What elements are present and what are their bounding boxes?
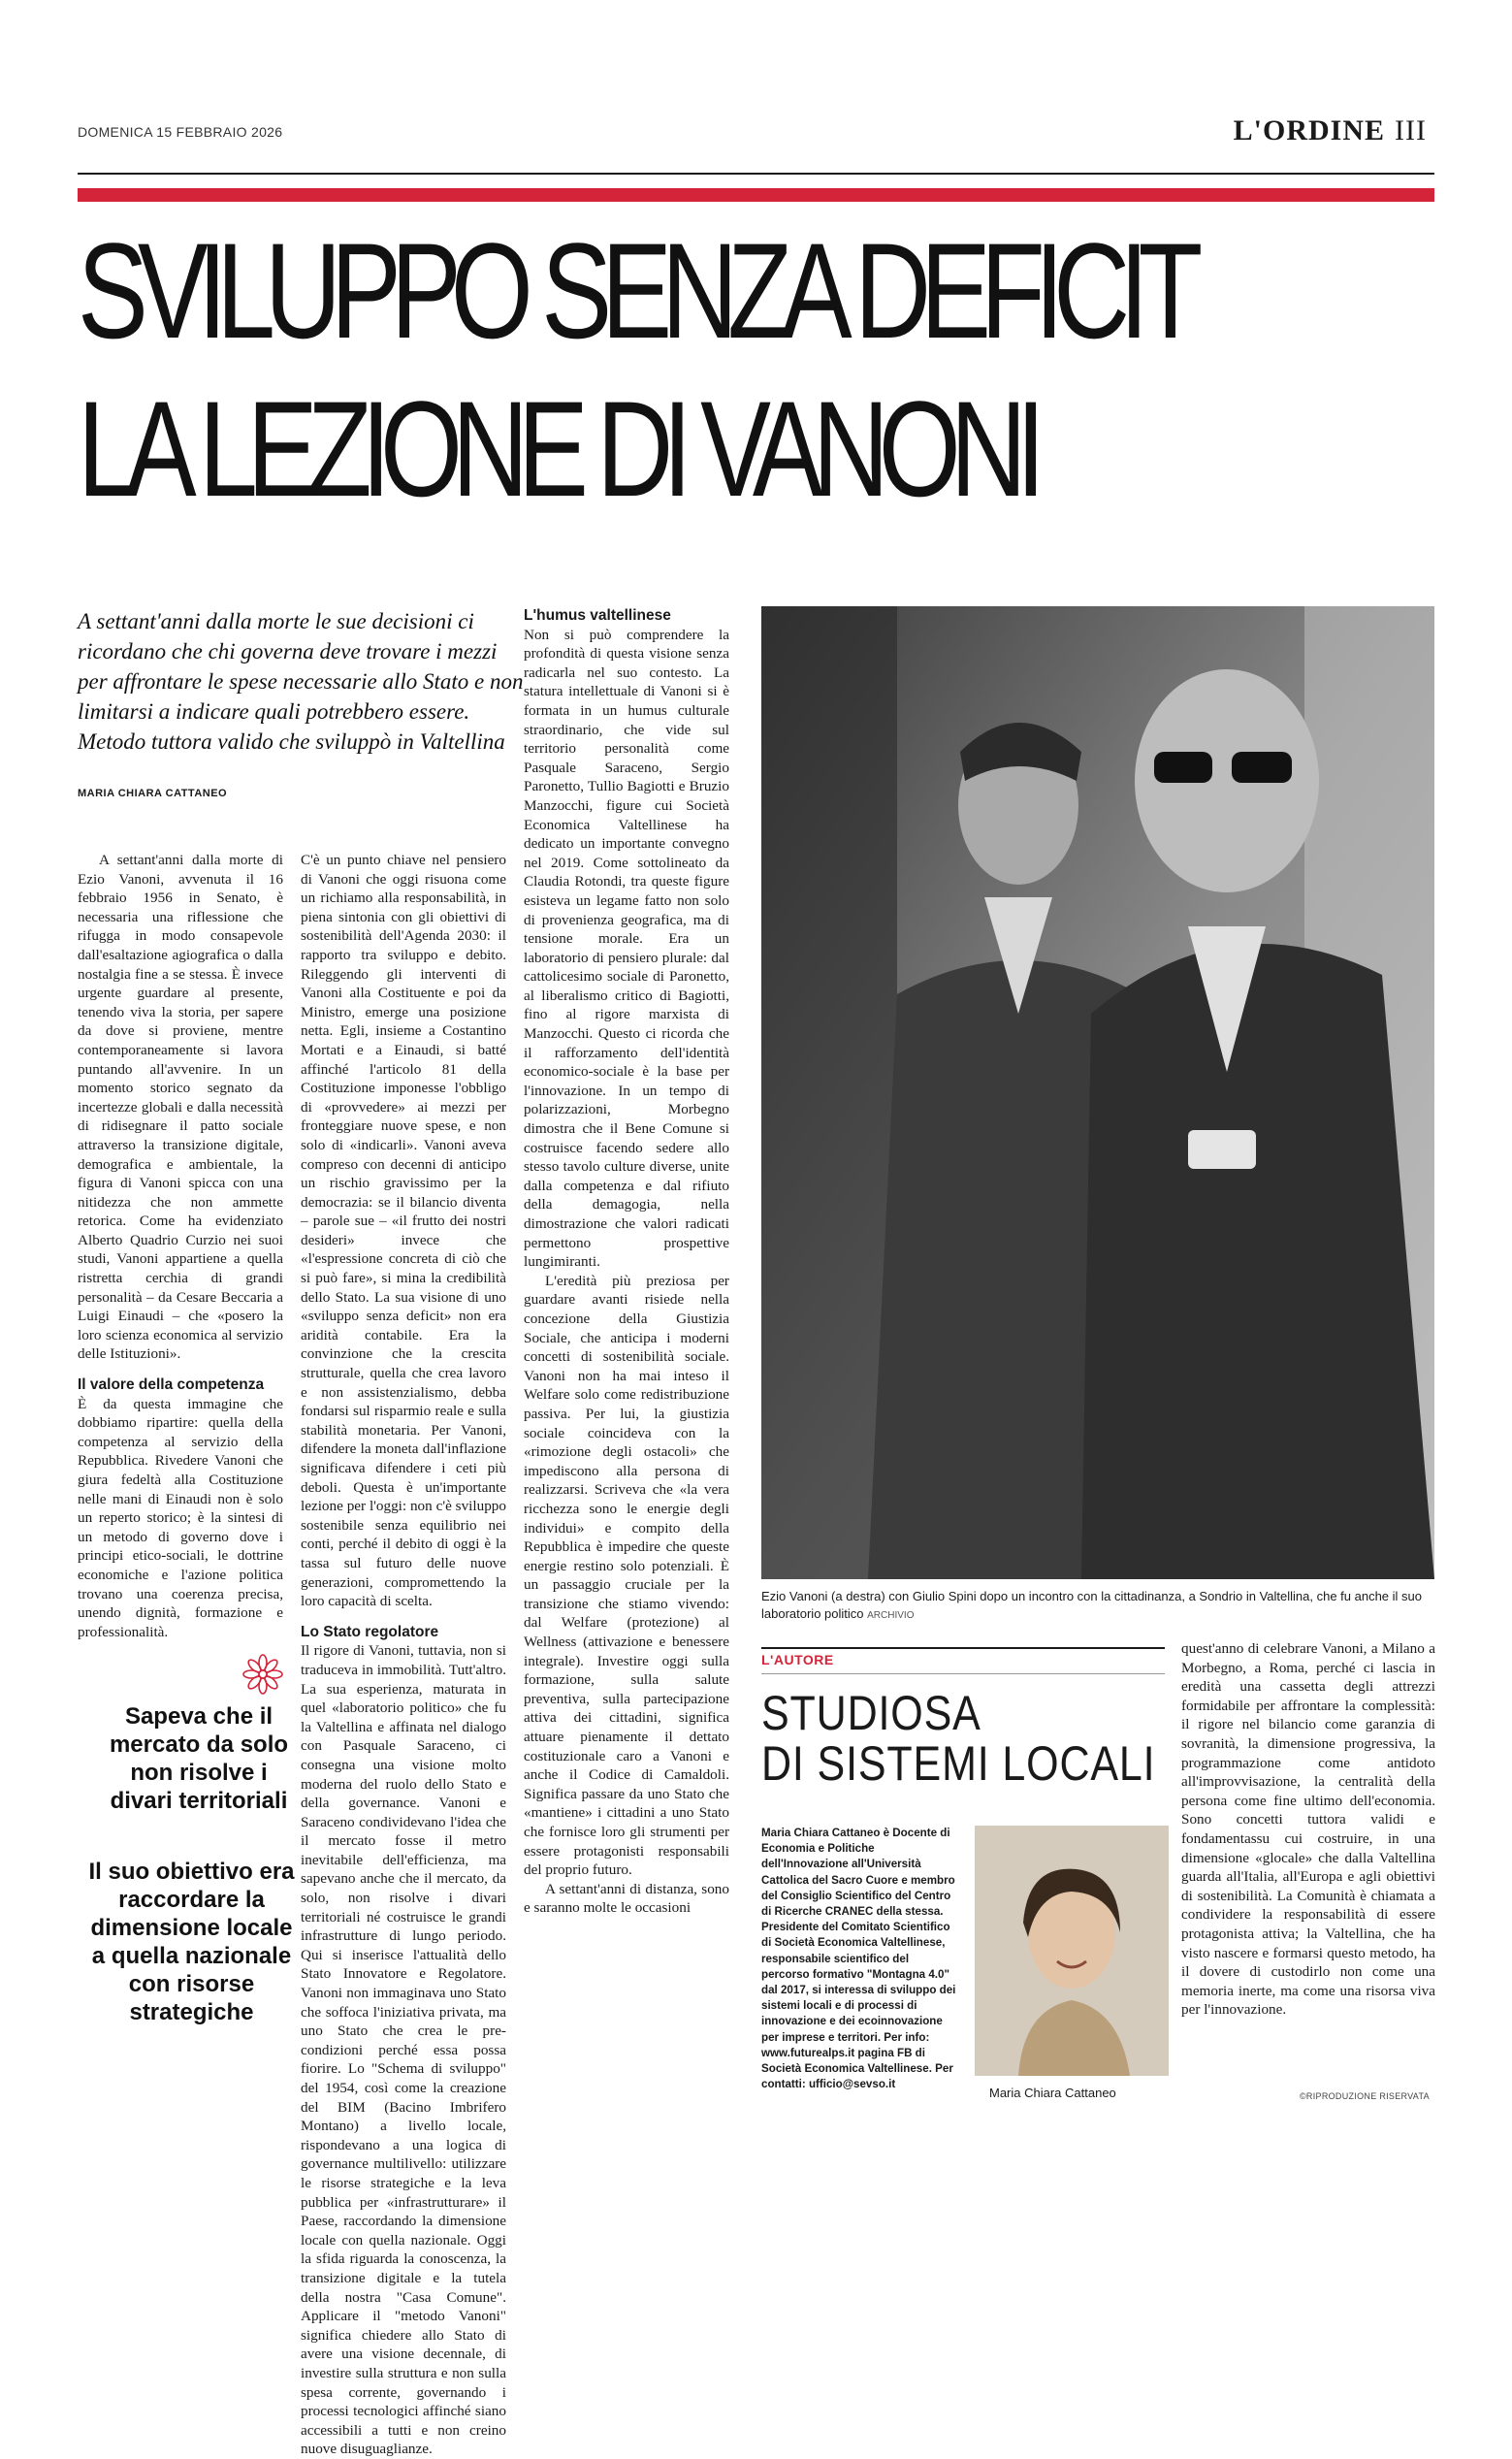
paragraph: L'eredità più preziosa per guardare avanti risiede nella concezione della Giustizia Sociale, che anticipa i moderni concetti di sostenibilità sociale. Vanoni non ha mai inteso il Welfare solo come redistribuzione passiva. Per lui, la giustizia sociale coincideva con la «rimozione degli ostacoli» che impediscono alla persona di realizzarsi. Scriveva che «la vera ricchezza sono le energie degli individui» e compito della Repubblica è impedire che queste energie restino solo potenziali. È un passaggio cruciale per la transizione che stiamo vivendo: dal Welfare (protezione) al Wellness (attivazione e benessere integrale). Investire oggi sulla formazione, sulla salute preventiva, sulla partecipazione attiva dei cittadini, significa attuare pienamente il dettato costituzionale caro a Vanoni e anche il Codice di Camaldoli. Significa passare da uno Stato che «mantiene» i cittadini a uno Stato che fornisce loro gli strumenti per essere protagonisti responsabili del proprio futuro. — [524, 1272, 729, 1879]
issue-date: DOMENICA 15 FEBBRAIO 2026 — [78, 124, 283, 140]
author-box-title — [761, 1686, 1156, 1791]
photo-credit: ARCHIVIO — [867, 1610, 915, 1621]
author-portrait — [975, 1826, 1169, 2076]
header-rule — [78, 173, 1434, 175]
article-column-1 — [78, 851, 283, 1641]
copyright: ©RIPRODUZIONE RISERVATA — [1300, 2091, 1430, 2101]
masthead-title: L'ORDINE — [1233, 114, 1386, 146]
article-column-4 — [1181, 1639, 1435, 2020]
subheading: L'humus valtellinese — [524, 607, 671, 624]
portrait-illustration — [975, 1826, 1169, 2076]
flower-ornament-icon — [241, 1652, 285, 1697]
accent-band — [78, 188, 1434, 202]
page-number: III — [1395, 114, 1427, 146]
archive-photo — [761, 606, 1434, 1579]
caption-text: Ezio Vanoni (a destra) con Giulio Spini dopo un incontro con la cittadinanza, a Sondrio in Valtellina, che fu anche il suo laboratorio politico — [761, 1589, 1422, 1621]
paragraph: A settant'anni dalla morte di Ezio Vanoni, avvenuta il 16 febbraio 1956 in Senato, è necessaria una riflessione che rifugga in modo consapevole dall'esaltazione agiografica o dalla nostalgia fine a se stessa. È invece urgente guardare al presente, tenendo viva la storia, per sapere da dove si proviene, mentre contemporaneamente si lavora puntando all'avvenire. In un momento storico segnato da incertezze globali e dalla necessità di ridisegnare il patto sociale attraverso la transizione digitale, demografica e ambientale, la figura di Vanoni spicca con una nitidezza che non ammette retorica. Come ha evidenziato Alberto Quadrio Curzio nei suoi studi, Vanoni appartiene a quella ristretta cerchia di grandi personalità – da Cesare Beccaria a Luigi Einaudi – che «posero la loro scienza economica al servizio delle Istituzioni». — [78, 852, 283, 1363]
subheading: Lo Stato regolatore — [301, 1623, 439, 1640]
deck: A settant'anni dalla morte le sue decisioni ci ricordano che chi governa deve trovare i mezzi per affrontare le spese necessarie allo Stato e non limitarsi a indicare quali potrebbero essere. Metodo tuttora valido che sviluppò in Valtellina — [78, 609, 524, 754]
headline-line-1: SVILUPPO SENZA DEFICIT — [78, 214, 1193, 367]
author-title-line-2: DI SISTEMI LOCALI — [761, 1736, 1156, 1791]
paragraph: È da questa immagine che dobbiamo ripartire: quella della competenza al servizio della Repubblica. Rivedere Vanoni che giura fedeltà alla Costituzione nelle mani di Einaudi non è solo un reperto storico; è la sintesi di un metodo di governo dove i principi etico-sociali, le dottrine economiche e l'azione politica trovano una coerenza precisa, unendo dignità, formazione e professionalità. — [78, 1395, 283, 1640]
photo-illustration — [761, 606, 1434, 1579]
paragraph: A settant'anni di distanza, sono e saranno molte le occasioni — [524, 1880, 729, 1917]
byline: MARIA CHIARA CATTANEO — [78, 788, 228, 799]
pull-quote-2: Il suo obiettivo era raccordare la dimensione locale a quella nazionale con risorse strategiche — [88, 1859, 295, 2025]
subheading: Il valore della competenza — [78, 1376, 265, 1394]
pull-quote-1: Sapeva che il mercato da solo non risolve i divari territoriali — [109, 1703, 289, 1814]
portrait-caption: Maria Chiara Cattaneo — [989, 2086, 1116, 2100]
article-column-2 — [301, 851, 506, 2458]
paragraph: C'è un punto chiave nel pensiero di Vanoni che oggi risuona come un richiamo alla responsabilità, in piena sintonia con gli obiettivi di sostenibilità dell'Agenda 2030: il rapporto tra sviluppo e debito. Rileggendo gli interventi di Vanoni alla Costituente e poi da Ministro, emerge una posizione netta. Egli, insieme a Costantino Mortati e a Einaudi, si batté affinché l'articolo 81 della Costituzione imponesse l'obbligo di «provvedere» ai mezzi per fronteggiare nuove spese, e non solo di «indicarli». Vanoni aveva compreso con decenni di anticipo un rischio gravissimo per la democrazia: se il bilancio diventa – parole sue – «il frutto dei nostri desideri» invece che «l'espressione concreta di ciò che si può fare», si mina la credibilità dello Stato. La sua visione di uno «sviluppo senza deficit» non era aridità contabile. Era la convinzione che la crescita strutturale, quella che crea lavoro e non assistenzialismo, debba fondarsi sul risparmio reale e sulla stabilità monetaria. Per Vanoni, difendere la moneta dall'inflazione significava difendere i ceti più deboli. Questa è un'importante lezione per l'oggi: non c'è sviluppo sostenibile senza equilibrio nei conti, perché il debito di oggi è la tassa sul futuro delle nuove generazioni, compromettendo la loro capacità di scelta. — [301, 852, 506, 1610]
author-tag: L'AUTORE — [761, 1652, 834, 1667]
article-column-3 — [524, 606, 729, 2013]
paragraph: quest'anno di celebrare Vanoni, a Milano a Morbegno, a Roma, perché ci lascia in eredità una cassetta degli attrezzi formidabile per affrontare la complessità: il rigore nel bilancio come garanzia di sovranità, la dimensione progressiva, la programmazione come antidoto all'improvvisazione, la centralità della persona come fine ultimo dell'economia. Sono concetti tuttora validi e fondamentassu cui costruire, in una dimensione «glocale» che dalla Valtellina guarda all'Italia, all'Europa e agli obiettivi di sostenibilità. La Comunità è chiamata a condividere la responsabilità di essere protagonista attiva; la Valtellina, che ha visto nascere e formarsi questo metodo, ha il dovere di custodirlo non come una memoria inerte, ma come una risorsa viva per l'innovazione. — [1181, 1640, 1435, 2019]
headline-line-2: LA LEZIONE DI VANONI — [78, 372, 1036, 525]
author-box-rule — [761, 1647, 1165, 1649]
author-box-divider — [761, 1673, 1165, 1674]
paragraph: Il rigore di Vanoni, tuttavia, non si traduceva in immobilità. Tutt'altro. La sua esperienza, maturata in quel «laboratorio politico» che fu la Valtellina e affinata nel dialogo con Pasquale Saraceno, ci consegna una visione molto moderna del ruolo dello Stato e della governance. Vanoni e Saraceno condividevano l'idea che il mercato fosse il metro inevitabile dell'efficienza, ma sapevano anche che il mercato, da solo, non risolve i divari territoriali né costruisce le grandi infrastrutture di lungo periodo. Qui si inserisce l'attualità dello Stato Innovatore e Regolatore. Vanoni non immaginava uno Stato che soffoca l'iniziativa privata, ma uno Stato che crea le pre-condizioni perché essa possa fiorire. Lo "Schema di sviluppo" del 1954, così come la creazione del BIM (Bacino Imbrifero Montano) a livello locale, rispondevano a una logica di governance multilivello: utilizzare le risorse strategiche e la leva pubblica per «infrastrutturare» il Paese, raccordando la dimensione locale con quella nazionale. Oggi la sfida riguarda la conoscenza, la transizione digitale e la tutela della nostra "Casa Comune". Applicare il "metodo Vanoni" significa chiedere allo Stato di avere una visione decennale, di investire sulla struttura e non sulla spesa corrente, governando i processi tecnologici affinché siano accessibili a tutti e non creino nuove disuguaglianze. — [301, 1642, 506, 2458]
paragraph: Non si può comprendere la profondità di questa visione senza radicarla nel suo contesto. La statura intellettuale di Vanoni si è formata in un humus culturale straordinario, che vide sul territorio personalità come Pasquale Saraceno, Sergio Paronetto, Tullio Bagiotti e Bruzio Manzocchi, figure cui Società Economica Valtellinese ha dedicato un importante convegno nel 2019. Come sottolineato da Claudia Rotondi, tra queste figure esisteva un legame fatto non solo di provenienza geografica, ma di tensione morale. Era un laboratorio di pensiero plurale: dal cattolicesimo sociale di Paronetto, al liberalismo critico di Bagiotti, fino al rigore marxista di Manzocchi. Questo ci ricorda che il rafforzamento dell'identità economico-sociale è la base per l'innovazione. In un tempo di polarizzazioni, Morbegno dimostra che il Bene Comune si costruisce facendo sedere allo stesso tavolo culture diverse, unite dalla competenza e dal rifiuto della demagogia, nella dimostrazione che valori radicati permettono prospettive lungimiranti. — [524, 626, 729, 1271]
author-bio: Maria Chiara Cattaneo è Docente di Economia e Politiche dell'Innovazione all'Università Cattolica del Sacro Cuore e membro del Consiglio Scientifico del Centro di Ricerche CRANEC della stessa. Presidente del Comitato Scientifico di Società Economica Valtellinese, responsabile scientifico del percorso formativo "Montagna 4.0" dal 2017, si interessa di sviluppo dei sistemi locali e di processi di innovazione e dei ecoinnovazione per imprese e territori. Per info: www.futurealps.it pagina FB di Società Economica Valtellinese. Per contatti: ufficio@sevso.it — [761, 1827, 956, 2091]
masthead — [1234, 114, 1427, 147]
author-title-line-1: STUDIOSA — [761, 1686, 981, 1740]
photo-caption — [761, 1588, 1434, 1625]
